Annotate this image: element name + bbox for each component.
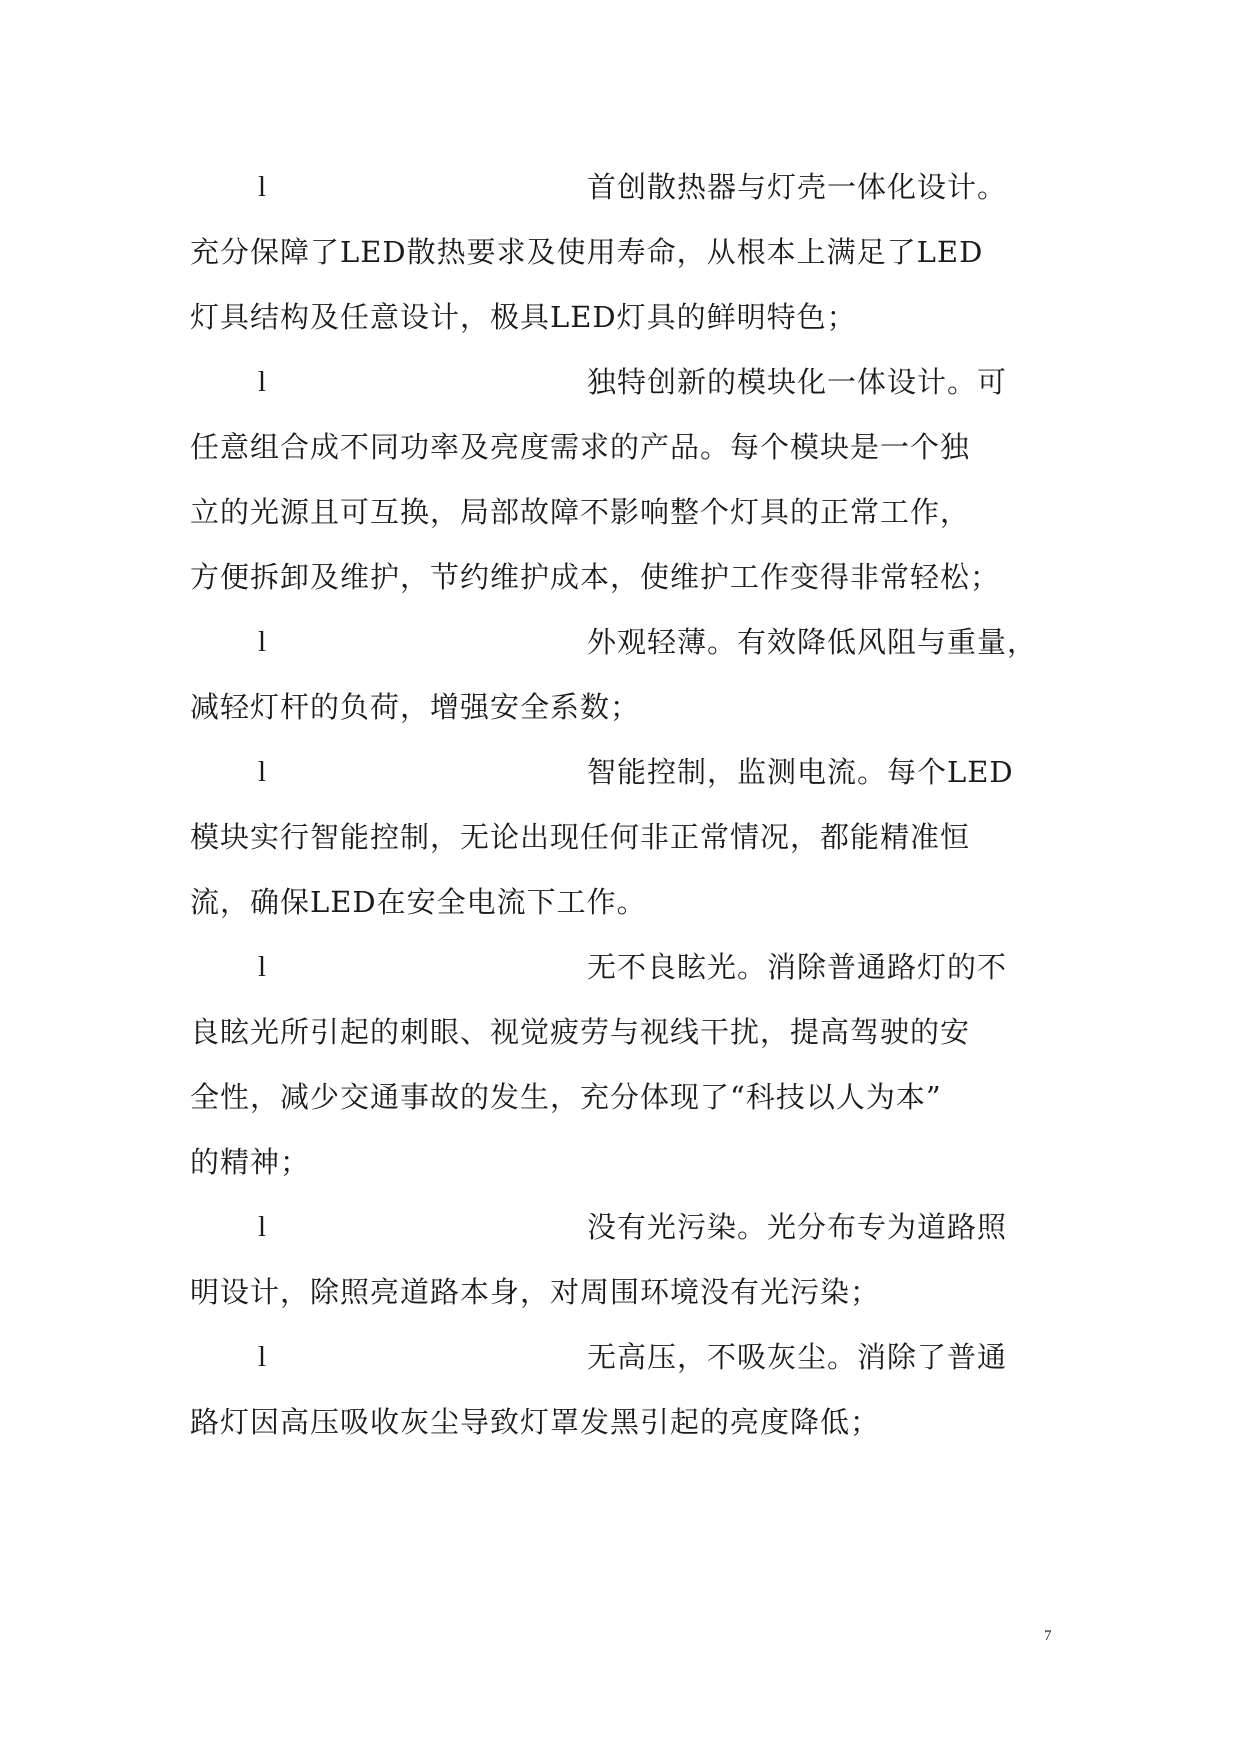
bullet-marker: l [258,626,268,658]
item-text-line: 的精神； [190,1145,311,1179]
item-lead-text: 无不良眩光。消除普通路灯的不 [587,950,1008,984]
item-text-line: 模块实行智能控制，无论出现任何非正常情况，都能精准恒 [190,820,971,854]
list-item [190,350,1060,610]
item-lead-text: 没有光污染。光分布专为道路照 [587,1210,1008,1244]
bullet-marker: l [258,1211,268,1243]
item-text-line: 良眩光所引起的刺眼、视觉疲劳与视线干扰，提高驾驶的安 [190,1015,971,1049]
list-item [190,935,1060,1195]
list-item [190,1195,1060,1325]
list-item [190,155,1060,350]
item-text-line: 方便拆卸及维护，节约维护成本，使维护工作变得非常轻松； [190,560,1001,594]
bullet-marker: l [258,171,268,203]
page-number: 7 [1044,1628,1052,1644]
bullet-marker: l [258,951,268,983]
item-lead-text: 首创散热器与灯壳一体化设计。 [587,170,1008,204]
item-lead-text: 外观轻薄。有效降低风阻与重量， [587,625,1038,659]
item-text-line: 全性，减少交通事故的发生，充分体现了“科技以人为本” [190,1080,942,1114]
item-text-line: 路灯因高压吸收灰尘导致灯罩发黑引起的亮度降低； [190,1405,881,1439]
item-text-line: 充分保障了LED散热要求及使用寿命，从根本上满足了LED [190,235,984,269]
list-item [190,740,1060,935]
item-text-line: 灯具结构及任意设计，极具LED灯具的鲜明特色； [190,300,857,334]
bullet-marker: l [258,1341,268,1373]
item-text-line: 立的光源且可互换，局部故障不影响整个灯具的正常工作， [190,495,971,529]
item-lead-text: 无高压，不吸灰尘。消除了普通 [587,1340,1008,1374]
document-body [190,155,1060,1455]
list-item [190,610,1060,740]
item-lead-text: 独特创新的模块化一体设计。可 [587,365,1008,399]
list-item [190,1325,1060,1455]
item-text-line: 任意组合成不同功率及亮度需求的产品。每个模块是一个独 [190,430,971,464]
item-text-line: 减轻灯杆的负荷，增强安全系数； [190,690,641,724]
item-text-line: 明设计，除照亮道路本身，对周围环境没有光污染； [190,1275,881,1309]
bullet-marker: l [258,366,268,398]
bullet-marker: l [258,756,268,788]
item-lead-text: 智能控制，监测电流。每个LED [587,755,1014,789]
item-text-line: 流，确保LED在安全电流下工作。 [190,885,647,919]
